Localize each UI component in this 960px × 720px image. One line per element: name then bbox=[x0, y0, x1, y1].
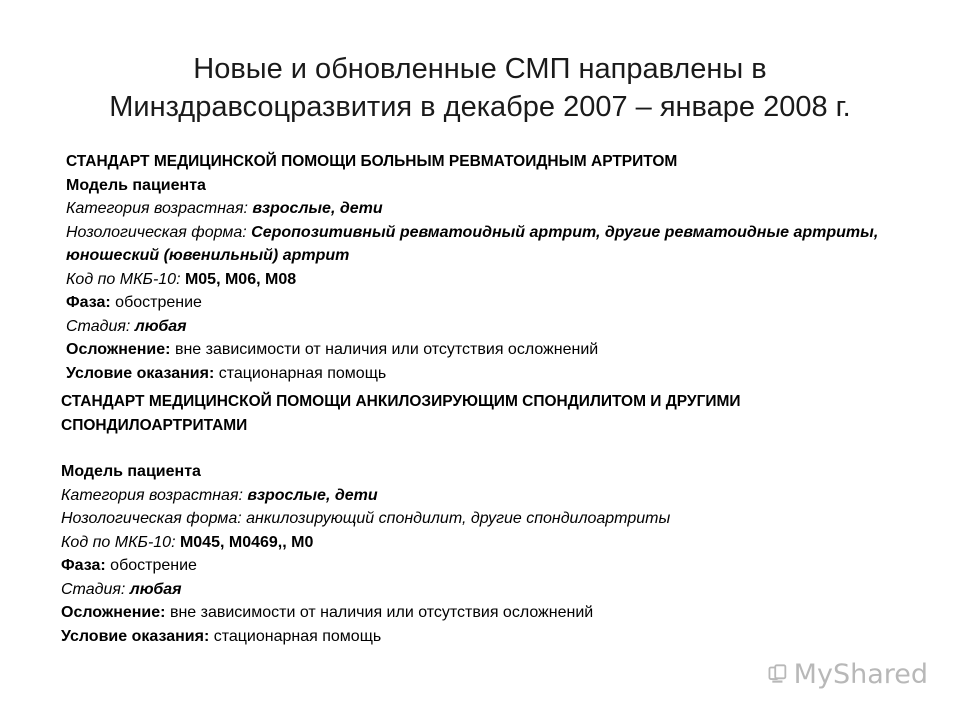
age-category-label: Категория возрастная: bbox=[61, 486, 248, 504]
phase-label: Фаза: bbox=[61, 557, 111, 574]
nosology-value: Серопозитивный ревматоидный артрит, другие ревматоидные артриты, юношеский (ювенильный) артрит bbox=[66, 223, 879, 264]
complication-label: Осложнение: bbox=[61, 604, 170, 621]
age-category-line bbox=[61, 484, 931, 508]
icd-code-value: M045, M0469,, M0 bbox=[179, 533, 314, 551]
icd-code-label: Код по МКБ-10: bbox=[61, 533, 180, 551]
stage-line bbox=[66, 315, 926, 339]
nosology-label: Нозологическая форма: bbox=[66, 223, 252, 241]
icd-code-line bbox=[66, 268, 926, 292]
age-category-value: взрослые, дети bbox=[252, 200, 383, 217]
condition-line bbox=[61, 625, 931, 649]
nosology-line bbox=[66, 221, 926, 268]
icd-code-value: M05, M06, M08 bbox=[184, 270, 297, 288]
nosology-line bbox=[61, 507, 931, 531]
age-category-label: Категория возрастная: bbox=[66, 200, 253, 217]
stage-value: любая bbox=[129, 580, 182, 598]
phase-line bbox=[61, 554, 931, 578]
nosology-label: Нозологическая форма: bbox=[61, 510, 247, 527]
phase-line bbox=[66, 291, 926, 315]
condition-line bbox=[66, 362, 926, 386]
stage-line bbox=[61, 578, 931, 602]
standard-heading: СТАНДАРТ МЕДИЦИНСКОЙ ПОМОЩИ АНКИЛОЗИРУЮЩИМ СПОНДИЛИТОМ И ДРУГИМИ СПОНДИЛОАРТРИТАМИ bbox=[61, 393, 741, 434]
nosology-value: анкилозирующий спондилит, другие спондилоартриты bbox=[246, 510, 671, 527]
standard-heading: СТАНДАРТ МЕДИЦИНСКОЙ ПОМОЩИ БОЛЬНЫМ РЕВМАТОИДНЫМ АРТРИТОМ bbox=[66, 153, 678, 170]
condition-label: Условие оказания: bbox=[61, 627, 214, 645]
complication-line bbox=[66, 338, 926, 362]
stage-value: любая bbox=[134, 317, 187, 335]
standard-block-ankylosing-spondylitis bbox=[61, 390, 931, 648]
condition-value: стационарная помощь bbox=[213, 627, 382, 645]
age-category-value: взрослые, дети bbox=[247, 486, 378, 504]
myshared-watermark bbox=[768, 656, 928, 692]
age-category-line bbox=[66, 197, 926, 221]
condition-value: стационарная помощь bbox=[218, 364, 387, 382]
spacer bbox=[61, 437, 931, 460]
patient-model-label: Модель пациента bbox=[61, 463, 201, 480]
patient-model-label: Модель пациента bbox=[66, 176, 206, 194]
watermark-text: MyShared bbox=[793, 658, 928, 690]
condition-label: Условие оказания: bbox=[66, 364, 219, 382]
complication-value: вне зависимости от наличия или отсутствия осложнений bbox=[169, 604, 594, 621]
stage-label: Стадия: bbox=[66, 317, 135, 335]
icd-code-label: Код по МКБ-10: bbox=[66, 270, 185, 288]
complication-line bbox=[61, 601, 931, 625]
slide-title: Новые и обновленные СМП направлены в Минздравсоцразвития в декабре 2007 – январе 2008 г. bbox=[109, 53, 851, 123]
phase-value: обострение bbox=[115, 294, 202, 311]
phase-value: обострение bbox=[110, 557, 197, 574]
myshared-logo-icon bbox=[768, 659, 790, 689]
standard-block-rheumatoid-arthritis bbox=[66, 150, 926, 385]
phase-label: Фаза: bbox=[66, 294, 116, 311]
complication-value: вне зависимости от наличия или отсутствия осложнений bbox=[174, 341, 599, 358]
complication-label: Осложнение: bbox=[66, 341, 175, 358]
icd-code-line bbox=[61, 531, 931, 555]
stage-label: Стадия: bbox=[61, 580, 130, 598]
